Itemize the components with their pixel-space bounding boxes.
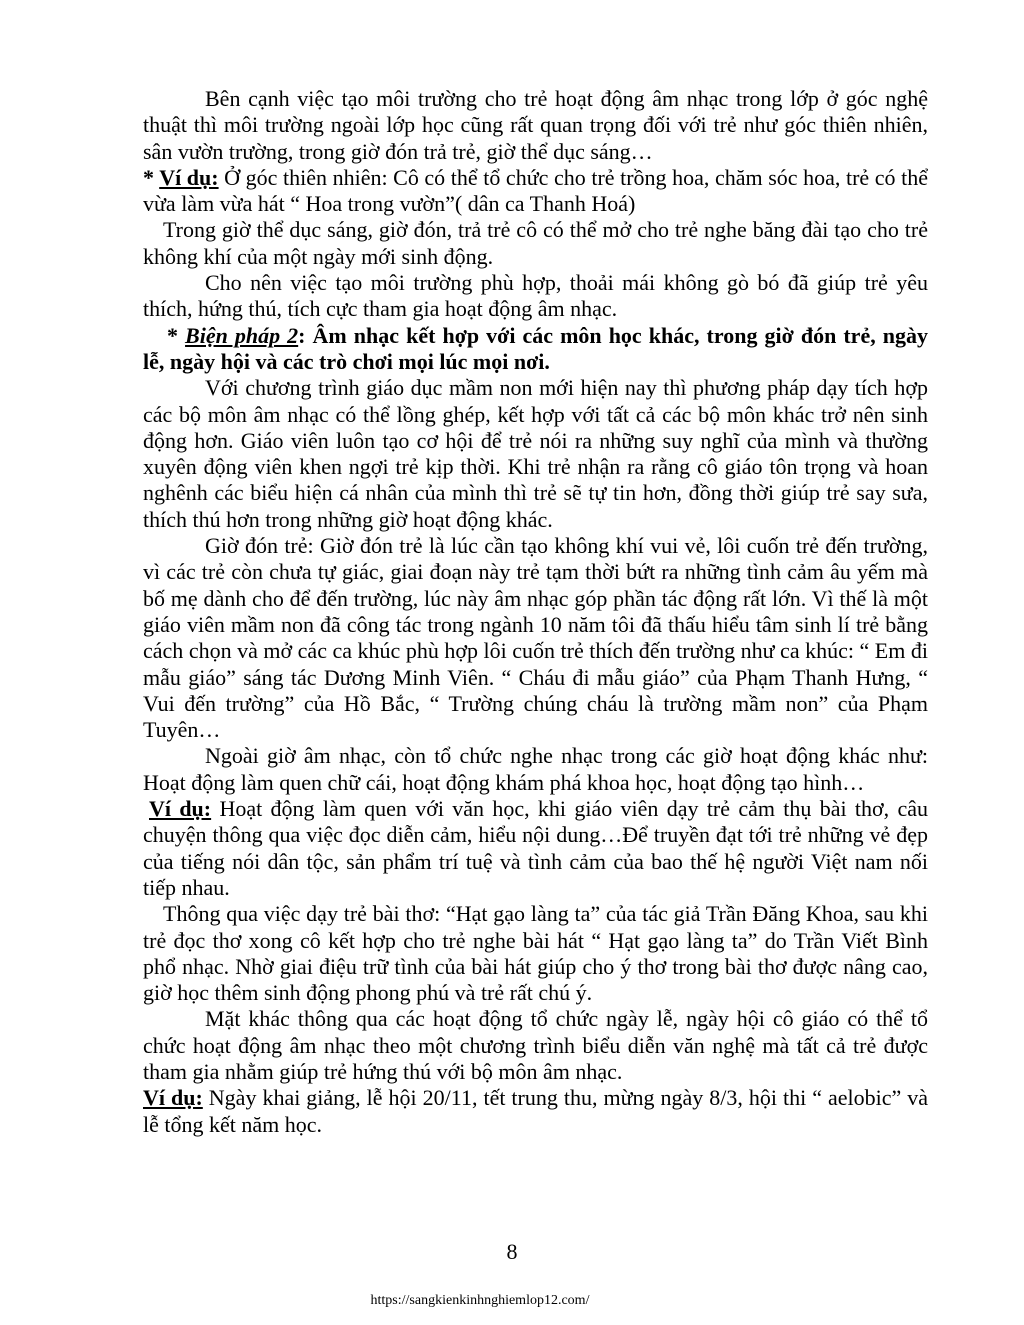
paragraph-example-nature-corner <box>143 165 928 218</box>
example-label: Ví dụ: <box>149 796 212 822</box>
example-text: Ngày khai giảng, lễ hội 20/11, tết trung thu, mừng ngày 8/3, hội thi “ aelobic” và lễ tổng kết năm học. <box>143 1085 929 1137</box>
page-number: 8 <box>506 1239 518 1264</box>
example-text: Hoạt động làm quen với văn học, khi giáo viên dạy trẻ cảm thụ bài thơ, câu chuyện thông qua việc đọc diễn cảm, hiểu nội dung…Để truyền đạt tới trẻ những vẻ đẹp của tiếng nói dân tộc, sản phẩm trí tuệ và tình cảm của bao thế hệ người Việt nam nối tiếp nhau. <box>143 796 929 900</box>
example-label: Ví dụ: <box>143 1085 203 1111</box>
paragraph-conclusion-environment: Cho nên việc tạo môi trường phù hợp, thoải mái không gò bó đã giúp trẻ yêu thích, hứng thú, tích cực tham gia hoạt động âm nhạc. <box>143 270 928 322</box>
paragraph-poem-teaching: Thông qua việc dạy trẻ bài thơ: “Hạt gạo làng ta” của tác giả Trần Đăng Khoa, sau khi trẻ đọc thơ xong cô kết hợp cho trẻ nghe bài hát “ Hạt gạo làng ta” do Trần Viết Bình phổ nhạc. Nhờ giai điệu trữ tình của bài hát giúp cho ý thơ trong bài thơ được nâng cao, giờ học thêm sinh động phong phú và trẻ rất chú ý. <box>143 901 928 1006</box>
bullet-marker: * <box>167 322 186 348</box>
paragraph-example-events <box>143 1085 928 1138</box>
measure-colon: : <box>298 322 306 348</box>
paragraph-example-literature <box>143 796 928 901</box>
paragraph-outdoor-environment: Bên cạnh việc tạo môi trường cho trẻ hoạt động âm nhạc trong lớp ở góc nghệ thuật thì môi trường ngoài lớp học cũng rất quan trọng đối với trẻ như góc thiên nhiên, sân vườn trường, trong giờ đón trả trẻ, giờ thể dục sáng… <box>143 86 928 164</box>
measure-label: Biện pháp 2 <box>185 322 299 348</box>
paragraph-welcome-time: Giờ đón trẻ: Giờ đón trẻ là lúc cần tạo không khí vui vẻ, lôi cuốn trẻ đến trường, vì các trẻ còn chưa tự giác, giai đoạn này trẻ tạm thời bứt ra những tình cảm âu yếm mà bố mẹ dành cho để đến trường, lúc này âm nhạc góp phần tác động rất lớn. Vì thế là một giáo viên mầm non đã công tác trong ngành 10 năm tôi đã thấu hiểu tâm sinh lí trẻ bằng cách chọn và mở các ca khúc phù hợp lôi cuốn trẻ thích đến trường như ca khúc: “ Em đi mẫu giáo” sáng tác Dương Minh Viên. “ Cháu đi mẫu giáo” của Phạm Thanh Hưng, “ Vui đến trường” của Hồ Bắc, “ Trường chúng cháu là trường mầm non” của Phạm Tuyên… <box>143 533 928 743</box>
page-body <box>143 86 928 1138</box>
bullet-marker: * <box>143 164 160 190</box>
paragraph-festival-activities: Mặt khác thông qua các hoạt động tổ chức ngày lễ, ngày hội cô giáo có thể tổ chức hoạt động âm nhạc theo một chương trình biểu diễn văn nghệ mà tất cả trẻ được tham gia nhằm giúp trẻ hứng thú với bộ môn âm nhạc. <box>143 1006 928 1084</box>
measure-title: Âm nhạc kết hợp với các môn học khác, trong giờ đón trẻ, ngày lễ, ngày hội và các trò chơi mọi lúc mọi nơi. <box>143 322 928 374</box>
example-label: Ví dụ: <box>159 164 219 190</box>
paragraph-other-activities: Ngoài giờ âm nhạc, còn tổ chức nghe nhạc trong các giờ hoạt động khác như: Hoạt động làm quen chữ cái, hoạt động khám phá khoa học, hoạt động tạo hình… <box>143 743 928 795</box>
heading-measure-2 <box>143 323 928 376</box>
footer-url: https://sangkienkinhnghiemlop12.com/ <box>370 1293 590 1308</box>
paragraph-morning-exercise: Trong giờ thể dục sáng, giờ đón, trả trẻ cô có thể mở cho trẻ nghe băng đài tạo cho trẻ không khí của một ngày mới sinh động. <box>143 217 928 269</box>
example-text: Ở góc thiên nhiên: Cô có thể tổ chức cho trẻ trồng hoa, chăm sóc hoa, trẻ có thể vừa làm vừa hát “ Hoa trong vườn”( dân ca Thanh Hoá) <box>143 164 929 217</box>
paragraph-integrated-program: Với chương trình giáo dục mầm non mới hiện nay thì phương pháp dạy tích hợp các bộ môn âm nhạc có thể lồng ghép, kết hợp với tất cả các bộ môn khác trở nên sinh động hơn. Giáo viên luôn tạo cơ hội để trẻ nói ra những suy nghĩ của mình và thường xuyên động viên khen ngợi trẻ kịp thời. Khi trẻ nhận ra rằng cô giáo tôn trọng và hoan nghênh các biểu hiện cá nhân của mình thì trẻ sẽ tự tin hơn, đồng thời giúp trẻ say sưa, thích thú hơn trong những giờ hoạt động khác. <box>143 375 928 532</box>
